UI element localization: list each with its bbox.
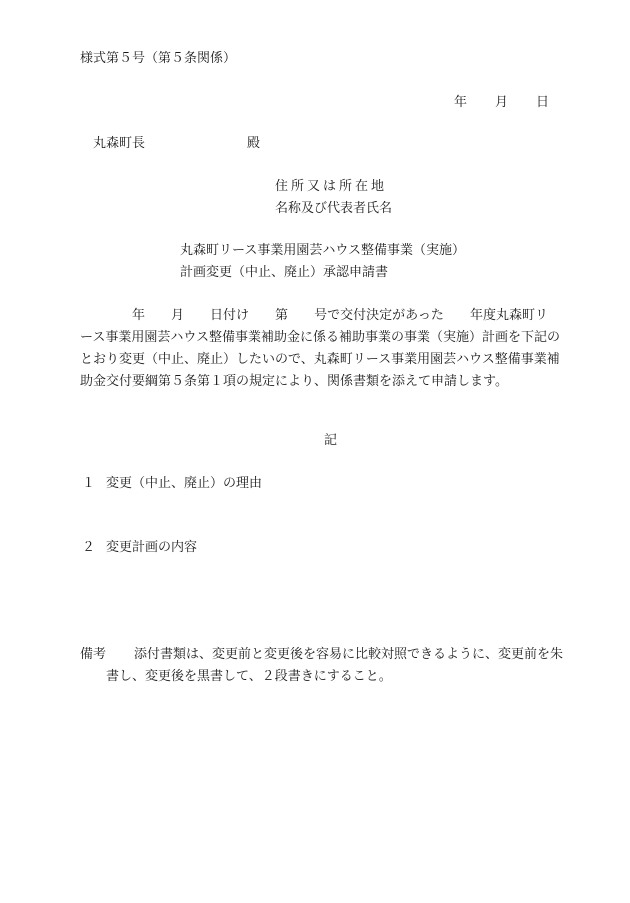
application-body bbox=[80, 305, 599, 393]
item-change-plan bbox=[82, 541, 197, 554]
item-label: 変更計画の内容 bbox=[106, 540, 198, 555]
item-number: ２ bbox=[82, 540, 96, 555]
item-number: １ bbox=[82, 476, 96, 491]
addressee bbox=[93, 137, 260, 150]
note-line-2: 書し、変更後を黒書して、２段書きにすること。 bbox=[106, 669, 392, 684]
body-day-suffix: 日付け bbox=[210, 308, 250, 323]
date-year: 年 bbox=[454, 95, 468, 110]
item-change-reason bbox=[82, 477, 262, 490]
body-month: 月 bbox=[171, 308, 185, 323]
body-go-text: 号で交付決定があった bbox=[314, 308, 444, 323]
applicant-address-label: 住所又は所在地 bbox=[275, 179, 388, 194]
note-line-1: 添付書類は、変更前と変更後を容易に比較対照できるように、変更前を朱 bbox=[134, 647, 564, 662]
form-number: 様式第５号（第５条関係） bbox=[80, 51, 237, 66]
note-label: 備考 bbox=[80, 647, 107, 662]
document-title-line2: 計画変更（中止、廃止）承認申請書 bbox=[180, 265, 389, 280]
body-line-1 bbox=[80, 305, 599, 327]
applicant-name-label: 名称及び代表者氏名 bbox=[275, 201, 393, 216]
date-day: 日 bbox=[536, 95, 550, 110]
ki-heading: 記 bbox=[324, 433, 338, 448]
body-nendo-text: 年度丸森町リ bbox=[469, 308, 548, 323]
document-title-line1: 丸森町リース事業用園芸ハウス整備事業（実施） bbox=[180, 243, 465, 258]
addressee-name: 丸森町長 bbox=[93, 136, 146, 151]
addressee-honorific: 殿 bbox=[247, 136, 261, 151]
body-dai: 第 bbox=[275, 308, 289, 323]
date-month: 月 bbox=[495, 95, 509, 110]
body-year: 年 bbox=[132, 308, 146, 323]
date-line bbox=[454, 96, 549, 109]
body-line-2: ース事業用園芸ハウス整備事業補助金に係る補助事業の事業（実施）計画を下記の bbox=[80, 330, 560, 345]
body-line-4: 助金交付要綱第５条第１項の規定により、関係書類を添えて申請します。 bbox=[80, 374, 508, 389]
item-label: 変更（中止、廃止）の理由 bbox=[106, 476, 263, 491]
body-line-3: とおり変更（中止、廃止）したいので、丸森町リース事業用園芸ハウス整備事業補 bbox=[80, 352, 560, 367]
